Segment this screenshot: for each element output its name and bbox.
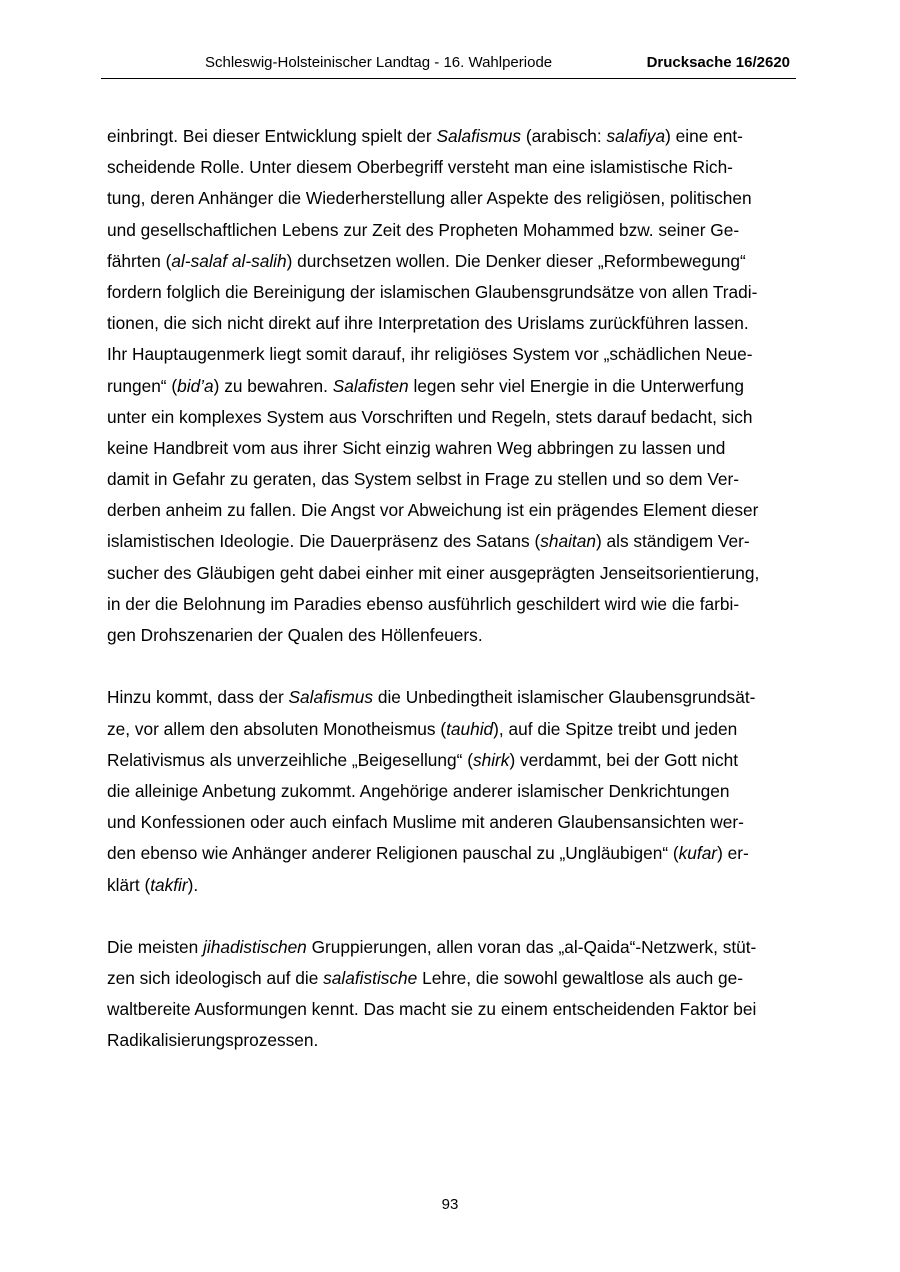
page-header xyxy=(101,52,796,79)
text-run: Relativismus als unverzeihliche „Beigesellung“ ( xyxy=(107,749,473,770)
text-run: Lehre, die sowohl gewaltlose als auch ge- xyxy=(417,968,743,989)
paragraph-gap xyxy=(107,901,797,932)
text-line xyxy=(107,308,797,339)
text-line xyxy=(107,776,797,807)
paragraph xyxy=(107,682,797,900)
text-run: klärt ( xyxy=(107,874,151,895)
text-run: ze, vor allem den absoluten Monotheismus ( xyxy=(107,718,447,739)
text-run: die alleinige Anbetung zukommt. Angehörige anderer islamischer Denkrichtungen xyxy=(107,780,730,801)
paragraph xyxy=(107,121,797,651)
text-run: unter ein komplexes System aus Vorschriften und Regeln, stets darauf bedacht, sich xyxy=(107,406,753,427)
italic-term: shirk xyxy=(472,749,510,770)
text-run: in der die Belohnung im Paradies ebenso ausführlich geschildert wird wie die farbi- xyxy=(107,593,740,614)
italic-term: shaitan xyxy=(540,531,596,552)
text-run: und Konfessionen oder auch einfach Muslime mit anderen Glaubensansichten wer- xyxy=(107,812,744,833)
text-line xyxy=(107,371,797,402)
text-line xyxy=(107,339,797,370)
text-run: sucher des Gläubigen geht dabei einher mit einer ausgeprägten Jenseitsorientierung, xyxy=(107,562,760,583)
text-line xyxy=(107,1025,797,1056)
text-line xyxy=(107,807,797,838)
text-run: ). xyxy=(187,874,199,895)
text-run: islamistischen Ideologie. Die Dauerpräsenz des Satans ( xyxy=(107,531,541,552)
text-line xyxy=(107,589,797,620)
page-number: 93 xyxy=(441,1196,459,1213)
text-run: Hinzu kommt, dass der xyxy=(107,687,289,708)
text-line xyxy=(107,152,797,183)
text-line xyxy=(107,745,797,776)
text-line xyxy=(107,495,797,526)
text-run: tung, deren Anhänger die Wiederherstellung aller Aspekte des religiösen, politischen xyxy=(107,188,752,209)
text-run: scheidende Rolle. Unter diesem Oberbegriff versteht man eine islamistische Rich- xyxy=(107,157,733,178)
text-run: keine Handbreit vom aus ihrer Sicht einzig wahren Weg abbringen zu lassen und xyxy=(107,437,726,458)
text-line xyxy=(107,620,797,651)
text-line xyxy=(107,963,797,994)
text-line xyxy=(107,994,797,1025)
text-run: ), auf die Spitze treibt und jeden xyxy=(493,718,738,739)
text-run: die Unbedingtheit islamischer Glaubensgrundsät- xyxy=(373,687,756,708)
text-run: und gesellschaftlichen Lebens zur Zeit des Propheten Mohammed bzw. seiner Ge- xyxy=(107,219,740,240)
text-run: Die meisten xyxy=(107,936,204,957)
italic-term: tauhid xyxy=(446,718,494,739)
text-run: Gruppierungen, allen voran das „al-Qaida“-Netzwerk, stüt- xyxy=(306,936,757,957)
text-run: fordern folglich die Bereinigung der islamischen Glaubensgrundsätze von allen Tradi- xyxy=(107,281,758,302)
text-run: waltbereite Ausformungen kennt. Das macht sie zu einem entscheidenden Faktor bei xyxy=(107,999,757,1020)
text-run: einbringt. Bei dieser Entwicklung spielt der xyxy=(107,126,437,146)
italic-term: al-salaf al-salih xyxy=(171,250,287,271)
text-run: damit in Gefahr zu geraten, das System selbst in Frage zu stellen und so dem Ver- xyxy=(107,469,740,490)
text-run: ) zu bewahren. xyxy=(213,375,333,396)
text-line xyxy=(107,932,797,963)
header-title: Schleswig-Holsteinischer Landtag - 16. Wahlperiode xyxy=(205,54,553,71)
text-run: Ihr Hauptaugenmerk liegt somit darauf, ihr religiöses System vor „schädlichen Neue- xyxy=(107,344,753,365)
text-line xyxy=(107,714,797,745)
text-run: legen sehr viel Energie in die Unterwerfung xyxy=(408,375,744,396)
italic-term: Salafisten xyxy=(332,375,409,396)
text-run: rungen“ ( xyxy=(107,375,178,396)
paragraph-gap xyxy=(107,651,797,682)
text-run: gen Drohszenarien der Qualen des Höllenfeuers. xyxy=(107,625,483,645)
text-run: Radikalisierungsprozessen. xyxy=(107,1030,319,1051)
text-line xyxy=(107,526,797,557)
text-line xyxy=(107,277,797,308)
text-line xyxy=(107,838,797,869)
text-line xyxy=(107,558,797,589)
italic-term: bid’a xyxy=(177,375,214,396)
text-line xyxy=(107,246,797,277)
text-run: ) verdammt, bei der Gott nicht xyxy=(509,749,739,770)
text-run: ) durchsetzen wollen. Die Denker dieser „Reformbewegung“ xyxy=(286,250,746,271)
text-run: ) er- xyxy=(717,843,749,864)
text-line xyxy=(107,183,797,214)
text-line xyxy=(107,682,797,713)
text-line xyxy=(107,870,797,901)
text-run: den ebenso wie Anhänger anderer Religionen pauschal zu „Ungläubigen“ ( xyxy=(107,843,679,864)
text-run: derben anheim zu fallen. Die Angst vor Abweichung ist ein prägendes Element dieser xyxy=(107,500,759,521)
italic-term: Salafismus xyxy=(436,126,522,146)
italic-term: salafistische xyxy=(323,968,418,989)
document-number: Drucksache 16/2620 xyxy=(646,54,790,71)
italic-term: kufar xyxy=(678,843,718,864)
text-run: ) eine ent- xyxy=(665,126,743,146)
text-run: (arabisch: xyxy=(521,126,607,146)
text-run: zen sich ideologisch auf die xyxy=(107,968,324,989)
italic-term: salafiya xyxy=(606,126,666,146)
body-text xyxy=(107,121,797,1057)
italic-term: Salafismus xyxy=(288,687,374,708)
text-run: fährten ( xyxy=(107,250,172,271)
italic-term: takfir xyxy=(150,874,188,895)
text-run: tionen, die sich nicht direkt auf ihre Interpretation des Urislams zurückführen lassen. xyxy=(107,313,749,334)
italic-term: jihadistischen xyxy=(203,936,307,957)
text-line xyxy=(107,402,797,433)
text-run: ) als ständigem Ver- xyxy=(595,531,750,552)
text-line xyxy=(107,433,797,464)
text-line xyxy=(107,464,797,495)
text-line xyxy=(107,215,797,246)
paragraph xyxy=(107,932,797,1057)
text-line xyxy=(107,121,797,152)
